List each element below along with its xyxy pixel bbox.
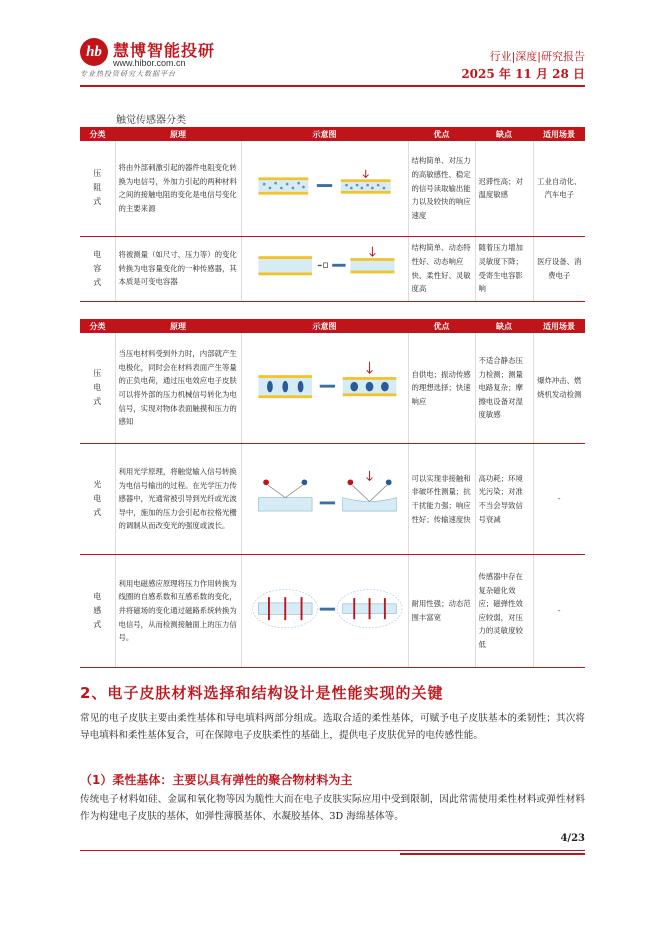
- arrow-right-icon: [316, 184, 331, 187]
- footer-divider: [80, 850, 585, 851]
- col-header: 分类: [80, 127, 115, 141]
- col-header: 原理: [115, 127, 241, 141]
- scene-cell: 工业自动化、汽车电子: [533, 141, 585, 236]
- relaxed-waveguide: [258, 479, 312, 511]
- principle-cell: 将由外部刺激引起的器件电阻变化转换为电信号，外加力引起的两种材料之间的接触电阻的变化是电信号变化的主要来源: [115, 141, 241, 236]
- col-header: 适用场景: [533, 319, 585, 333]
- relaxed-coil: [252, 589, 317, 627]
- section-paragraph: 常见的电子皮肤主要由柔性基体和导电填料两部分组成。选取合适的柔性基体，可赋予电子皮肤基本的柔韧性；其次将导电填料和柔性基体复合，可在保障电子皮肤柔性的基础上，提供电子皮肤优异的电传感性能。: [80, 713, 585, 741]
- brand-name: 慧博智能投研: [113, 41, 216, 60]
- arrow-right-icon: [317, 263, 345, 268]
- schematic-cell: [241, 443, 408, 554]
- footer-accent-bar: [400, 853, 585, 855]
- subsection-heading: （1）柔性基体：主要以具有弹性的聚合物材料为主: [80, 773, 353, 787]
- scene-cell: -: [533, 554, 585, 667]
- sensor-type: 光电式: [93, 479, 102, 517]
- principle-cell: 利用电磁感应原理将压力作用转换为线圈的自感系数和互感系数的变化，并将磁场的变化通过磁路系统转换为电信号，从而检测接触面上的压力信号。: [115, 554, 241, 667]
- col-header: 优点: [408, 319, 475, 333]
- cons-cell: 迟滞性高；对温度敏感: [475, 141, 533, 236]
- sensor-type: 压阻式: [93, 169, 102, 207]
- table-row: [80, 554, 585, 667]
- table-row: [80, 236, 585, 301]
- pressed-sensor: [340, 170, 390, 194]
- subsection-paragraph: 传统电子材料如硅、金属和氧化物等因为脆性大而在电子皮肤实际应用中受到限制，因此常需使用柔性材料或弹性材料作为构建电子皮肤的基体，如弹性薄膜基体、水凝胶基体、3D 海绵基体等。: [80, 794, 585, 822]
- scene-cell: -: [533, 443, 585, 554]
- cons-cell: 不适合静态压力检测；测量电路复杂；摩擦电设备对湿度敏感: [475, 333, 533, 443]
- pressed-capacitor: [350, 246, 394, 273]
- sensor-type: 压电式: [93, 368, 102, 406]
- pros-cell: 可以实现非接触和非破坏性测量；抗干扰能力强；响应性好；传输速度快: [408, 443, 475, 554]
- capacitive-diagram: [245, 237, 405, 296]
- brand-logo-icon: hb: [80, 38, 108, 66]
- col-header: 示意图: [241, 319, 408, 333]
- col-header: 缺点: [475, 127, 533, 141]
- pros-cell: 自供电；振动传感的理想选择；快速响应: [408, 333, 475, 443]
- section-heading: 2、电子皮肤材料选择和结构设计是性能实现的关键: [80, 684, 444, 702]
- brand-slogan: 专业热投资研究大数据平台: [80, 70, 176, 78]
- cons-cell: 高功耗；环境光污染；对准不当会导致信号衰减: [475, 443, 533, 554]
- page-number: 4/23: [560, 833, 585, 844]
- relaxed-piezo: [258, 375, 312, 398]
- col-header: 示意图: [241, 127, 408, 141]
- pros-cell: 结构简单、动态特性好、动态响应快、柔性好、灵敏度高: [408, 236, 475, 301]
- sensor-table-1: [80, 127, 585, 302]
- sensor-table-2: [80, 319, 585, 668]
- principle-cell: 利用光学原理，将触觉输入信号转换为电信号输出的过程。在光学压力传感器中，光通常被引导到光纤或光波导中，施加的压力会引起布拉格光栅的调制从而改变光的强度或波长。: [115, 443, 241, 554]
- report-type: 行业|深度|研究报告: [489, 50, 585, 63]
- arrow-right-icon: [319, 501, 334, 504]
- header-divider: [80, 85, 585, 87]
- table-row: [80, 443, 585, 554]
- table-header-row: [80, 127, 585, 141]
- inductive-diagram: [245, 555, 405, 662]
- table-caption: 触觉传感器分类: [116, 115, 186, 126]
- pros-cell: 结构简单、对压力的高敏感性、稳定的信号读取输出能力以及较快的响应速度: [408, 141, 475, 236]
- page-header: [80, 38, 585, 82]
- optical-diagram: [245, 444, 405, 549]
- col-header: 优点: [408, 127, 475, 141]
- pressed-coil: [336, 589, 401, 627]
- table-row: [80, 333, 585, 443]
- arrow-right-icon: [319, 608, 334, 611]
- schematic-cell: [241, 554, 408, 667]
- col-header: 缺点: [475, 319, 533, 333]
- relaxed-sensor: [258, 177, 308, 194]
- sensor-type: 电感式: [93, 591, 102, 629]
- piezoelectric-diagram: [245, 333, 405, 438]
- pressed-piezo: [342, 362, 396, 396]
- col-header: 原理: [115, 319, 241, 333]
- schematic-cell: [241, 333, 408, 443]
- brand-url: www.hibor.com.cn: [113, 58, 186, 68]
- piezoresistive-diagram: [245, 141, 405, 231]
- report-date: 2025 年 11 月 28 日: [461, 67, 585, 81]
- schematic-cell: [241, 141, 408, 236]
- col-header: 适用场景: [533, 127, 585, 141]
- table-row: [80, 141, 585, 236]
- principle-cell: 当压电材料受到外力时，内部就产生电极化，同时会在材料表面产生等量的正负电荷，通过压电效应电子皮肤可以将外部的压力机械信号转化为电信号，实现对物体表面触摸和压力的感知: [115, 333, 241, 443]
- table-header-row: [80, 319, 585, 333]
- scene-cell: 爆炸冲击、燃烧机发动检测: [533, 333, 585, 443]
- cons-cell: 传感器中存在复杂磁化效应；磁弹性效应较弱，对压力的灵敏度较低: [475, 554, 533, 667]
- arrow-right-icon: [319, 385, 334, 388]
- relaxed-capacitor: [258, 256, 312, 275]
- sensor-type: 电容式: [93, 249, 102, 287]
- col-header: 分类: [80, 319, 115, 333]
- principle-cell: 将被测量（如尺寸、压力等）的变化转换为电容量变化的一种传感器，其本质是可变电容器: [115, 236, 241, 301]
- pressed-waveguide: [342, 471, 396, 511]
- schematic-cell: [241, 236, 408, 301]
- pros-cell: 耐用性强；动态范围丰富宽: [408, 554, 475, 667]
- cons-cell: 随着压力增加灵敏度下降；受寄生电容影响: [475, 236, 533, 301]
- scene-cell: 医疗设备、消费电子: [533, 236, 585, 301]
